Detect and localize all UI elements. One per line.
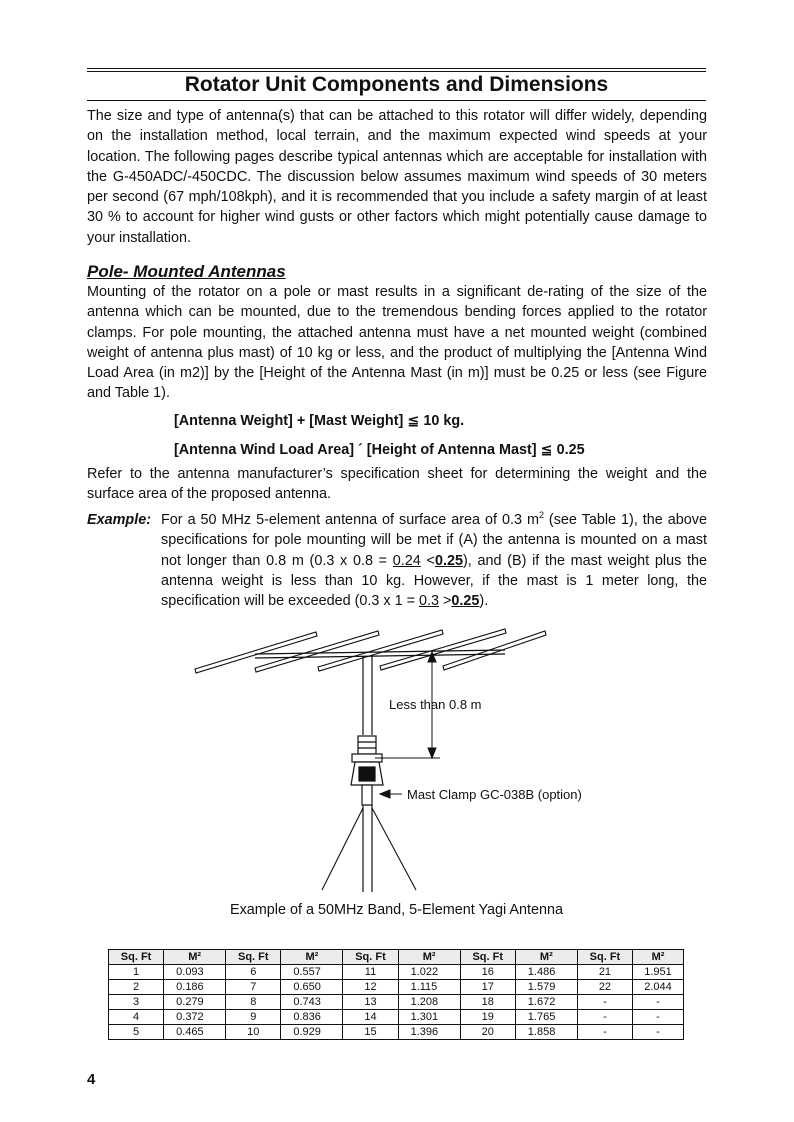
table-cell: - [633,1010,684,1025]
table-row [109,995,684,1010]
example-label: Example: [87,512,151,528]
col-header: M² [515,950,577,965]
table-cell: 18 [460,995,515,1010]
table-cell: 0.186 [164,980,226,995]
title-rule [87,100,706,101]
dimension-label: Less than 0.8 m [389,697,482,712]
col-header: Sq. Ft [577,950,632,965]
table-cell: 1.208 [398,995,460,1010]
table-cell: 15 [343,1025,398,1040]
table-cell: - [577,1010,632,1025]
table-cell: 16 [460,965,515,980]
page-title: Rotator Unit Components and Dimensions [184,73,609,96]
section-body: Mounting of the rotator on a pole or mast results in a significant de-rating of the size of the antenna which can be mounted, due to the tremendous bending forces applied to the rotator clamps. For pole mounting, the attached antenna must have a net mounted weight (combined weight of antenna plus mast) of 10 kg or less, and the product of multiplying the [Antenna Wind Load Area (in m2)] by the [Height of the Antenna Mast (in m)] must be 0.25 or less (see Figure and Table 1). [87,284,707,402]
refer-paragraph: Refer to the antenna manufacturer’s specification sheet for determining the weight and the surface area of the proposed antenna. [87,466,707,503]
table-cell: 3 [109,995,164,1010]
table-cell: 1.486 [515,965,577,980]
col-header: M² [398,950,460,965]
table-cell: 8 [226,995,281,1010]
antenna-elements [195,629,546,673]
table-cell: 20 [460,1025,515,1040]
table-cell: 1.022 [398,965,460,980]
table-cell: 13 [343,995,398,1010]
table-cell: - [633,1025,684,1040]
col-header: Sq. Ft [226,950,281,965]
table-cell: 22 [577,980,632,995]
table-row [109,980,684,995]
table-cell: 0.279 [164,995,226,1010]
col-header: M² [633,950,684,965]
table-cell: 0.929 [281,1025,343,1040]
col-header: Sq. Ft [109,950,164,965]
table-cell: 12 [343,980,398,995]
table-cell: 4 [109,1010,164,1025]
table-cell: 5 [109,1025,164,1040]
table-cell: 1.765 [515,1010,577,1025]
table-cell: 2 [109,980,164,995]
clamp-label: Mast Clamp GC-038B (option) [407,787,582,802]
table-row [109,1025,684,1040]
table-cell: 1.579 [515,980,577,995]
mast-clamp [351,736,383,805]
table-header-row [109,950,684,965]
table-cell: 2.044 [633,980,684,995]
table-cell: 17 [460,980,515,995]
formula-windload: [Antenna Wind Load Area] ´ [Height of Antenna Mast] ≦ 0.25 [174,442,585,458]
table-cell: - [577,995,632,1010]
table-cell: 1.672 [515,995,577,1010]
table-cell: 0.372 [164,1010,226,1025]
table-cell: 1 [109,965,164,980]
table-cell: - [633,995,684,1010]
figure-caption: Example of a 50MHz Band, 5-Element Yagi Antenna [229,902,564,918]
table-cell: 0.465 [164,1025,226,1040]
table-cell: 1.396 [398,1025,460,1040]
conversion-table [108,949,684,1040]
table-cell: 6 [226,965,281,980]
col-header: M² [164,950,226,965]
table-cell: 1.951 [633,965,684,980]
table-cell: 1.115 [398,980,460,995]
tripod-legs [322,808,416,890]
formula-weight: [Antenna Weight] + [Mast Weight] ≦ 10 kg. [174,413,465,429]
col-header: Sq. Ft [460,950,515,965]
table-cell: 11 [343,965,398,980]
top-rule-upper [87,68,706,69]
table-cell: 0.557 [281,965,343,980]
clamp-pointer-arrow [380,790,402,798]
table-row [109,965,684,980]
example-body: For a 50 MHz 5-element antenna of surface area of 0.3 $m^2$ (see Table 1), the above specifications for pole mounting will be met if (A) the antenna is mounted on a mast not longer than 0.8 m (0.3 x 0.8 = 0.24 <0.25), and (B) if the mast weight plus the antenna weight is less than 10 kg. However, if the mast is 1 meter long, the specification will be exceeded (0.3 x 1 = 0.3 >0.25). [161,510,707,610]
intro-paragraph: The size and type of antenna(s) that can be attached to this rotator will differ widely, depending on the installation method, local terrain, and the maximum expected wind speeds at your location. The following pages describe typical antennas which are acceptable for installation with the G-450ADC/-450CDC. The discussion below assumes maximum wind speeds of 30 meters per second (67 mph/108kph), and it is recommended that you include a safety margin of at least 30 % to account for higher wind gusts or other factors which might potentially cause damage to your installation. [87,108,707,246]
table-cell: 0.650 [281,980,343,995]
table-cell: 0.093 [164,965,226,980]
page-number: 4 [87,1071,96,1088]
table-cell: 9 [226,1010,281,1025]
table-cell: 14 [343,1010,398,1025]
section-heading: Pole- Mounted Antennas [87,262,286,281]
table-cell: 0.836 [281,1010,343,1025]
table-cell: 1.858 [515,1025,577,1040]
table-cell: - [577,1025,632,1040]
table-cell: 1.301 [398,1010,460,1025]
table-cell: 21 [577,965,632,980]
table-cell: 7 [226,980,281,995]
col-header: M² [281,950,343,965]
col-header: Sq. Ft [343,950,398,965]
table-cell: 10 [226,1025,281,1040]
table-cell: 0.743 [281,995,343,1010]
table-cell: 19 [460,1010,515,1025]
table-row [109,1010,684,1025]
yagi-antenna-figure [180,620,620,895]
